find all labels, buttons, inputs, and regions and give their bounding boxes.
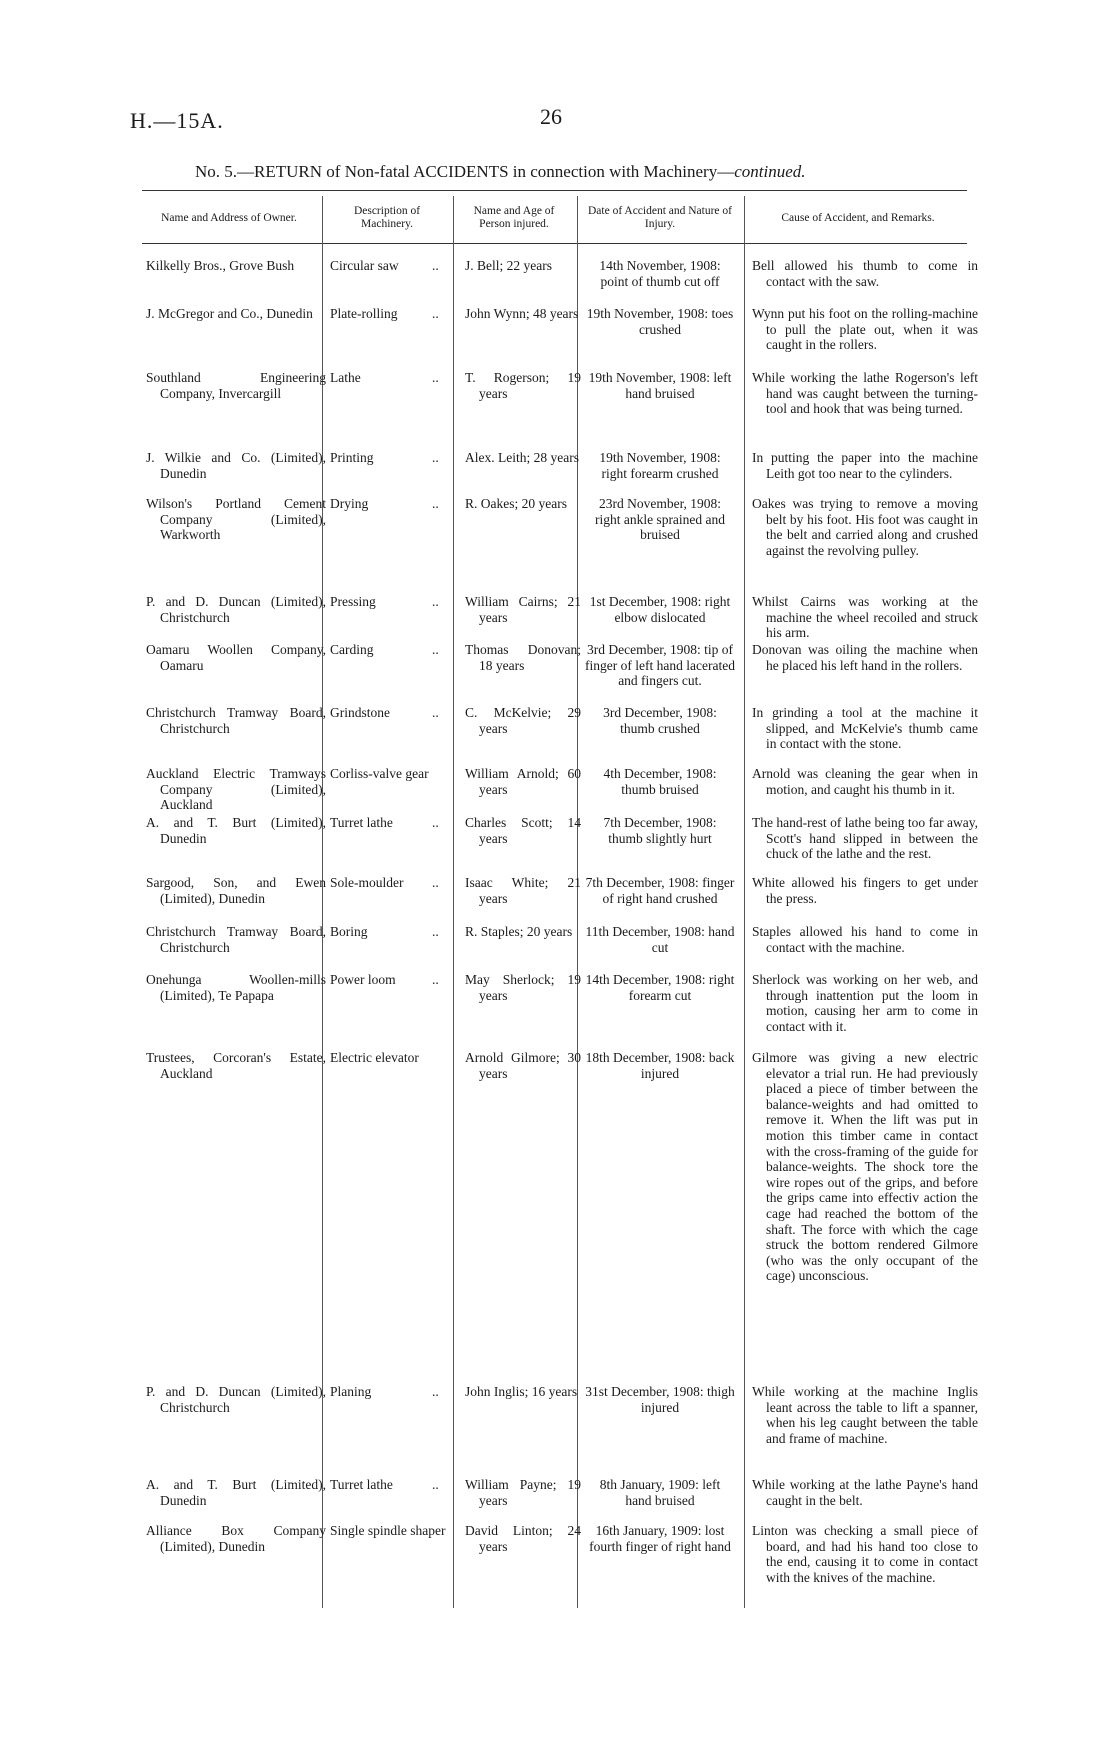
machinery-text: Plate-rolling — [330, 306, 398, 321]
cause-cell: In putting the paper into the machine Leith got too near to the cylinders. — [752, 450, 978, 481]
leader-dots: .. — [432, 924, 439, 939]
cause-cell: While working at the lathe Payne's hand caught in the belt. — [752, 1477, 978, 1508]
column-divider — [744, 196, 745, 1608]
machinery-text: Planing — [330, 1384, 372, 1399]
person-cell: Isaac White; 21 years — [465, 875, 581, 906]
machinery-cell — [330, 875, 446, 891]
machinery-text: Single spindle shaper — [330, 1523, 446, 1538]
machinery-cell — [330, 370, 446, 386]
date-cell: 19th November, 1908: left hand bruised — [588, 370, 732, 401]
machinery-text: Printing — [330, 450, 374, 465]
column-header-owner: Name and Address of Owner. — [161, 211, 297, 224]
owner-cell: Southland Engineering Company, Invercargill — [146, 370, 326, 401]
person-cell: William Payne; 19 years — [465, 1477, 581, 1508]
cause-cell: Bell allowed his thumb to come in contact with the saw. — [752, 258, 978, 289]
leader-dots: .. — [432, 306, 439, 321]
owner-cell: Christchurch Tramway Board, Christchurch — [146, 924, 326, 955]
cause-cell: Gilmore was giving a new electric elevator a trial run. He had previously placed a piece of timber between the balance-weights and had omitted to remove it. When the lift was put in motion this timber came in contact with the cross-framing of the guide for balance-weights. The shock tore the wire ropes out of the grips, and before the grips came into effectiv action the cage had reached the bottom of the shaft. The force with which the cage struck the bottom rendered Gilmore (who was the only occupant of the cage) unconscious. — [752, 1050, 978, 1284]
machinery-text: Drying — [330, 496, 369, 511]
leader-dots: .. — [432, 972, 439, 987]
date-cell: 11th December, 1908: hand cut — [585, 924, 735, 955]
owner-cell: P. and D. Duncan (Limited), Christchurch — [146, 1384, 326, 1415]
cause-cell: While working the lathe Rogerson's left hand was caught between the turning-tool and hook that was being turned. — [752, 370, 978, 417]
owner-cell: Christchurch Tramway Board, Christchurch — [146, 705, 326, 736]
machinery-cell — [330, 1384, 446, 1400]
date-cell: 8th January, 1909: left hand bruised — [599, 1477, 721, 1508]
person-cell: William Arnold; 60 years — [465, 766, 581, 797]
table-title-main: No. 5.—RETURN of Non-fatal ACCIDENTS in connection with Machinery— — [195, 162, 735, 181]
date-cell: 4th December, 1908: thumb bruised — [603, 766, 717, 797]
date-cell: 3rd December, 1908: tip of finger of left hand lacerated and fingers cut. — [585, 642, 735, 689]
date-cell: 1st December, 1908: right elbow dislocated — [589, 594, 731, 625]
machinery-text: Power loom — [330, 972, 396, 987]
date-cell: 18th December, 1908: back injured — [585, 1050, 735, 1081]
machinery-text: Carding — [330, 642, 374, 657]
machinery-cell — [330, 642, 446, 658]
page-number: 26 — [540, 104, 562, 129]
machinery-cell — [330, 815, 446, 831]
leader-dots: .. — [432, 1477, 439, 1492]
person-cell: J. Bell; 22 years — [465, 258, 552, 273]
leader-dots: .. — [432, 875, 439, 890]
leader-dots: .. — [432, 594, 439, 609]
person-cell: John Wynn; 48 years — [465, 306, 579, 321]
machinery-cell — [330, 972, 446, 988]
date-cell: 7th December, 1908: finger of right hand crushed — [585, 875, 735, 906]
machinery-cell — [330, 496, 446, 512]
owner-cell: J. Wilkie and Co. (Limited), Dunedin — [146, 450, 326, 481]
column-divider — [453, 196, 454, 1608]
machinery-cell — [330, 594, 446, 610]
person-cell: William Cairns; 21 years — [465, 594, 581, 625]
date-cell: 16th January, 1909: lost fourth finger of right hand — [589, 1523, 731, 1554]
cause-cell: Sherlock was working on her web, and through inattention put the loom in motion, causing her arm to come in contact with it. — [752, 972, 978, 1034]
machinery-cell — [330, 1523, 446, 1539]
cause-cell: Oakes was trying to remove a moving belt by his foot. His foot was caught in the belt and carried along and crushed against the revolving pulley. — [752, 496, 978, 558]
leader-dots: .. — [432, 258, 439, 273]
column-header-machinery: Description of Machinery. — [353, 205, 421, 230]
owner-cell: Wilson's Portland Cement Company (Limited), Warkworth — [146, 496, 326, 543]
column-header-cause: Cause of Accident, and Remarks. — [781, 211, 935, 224]
owner-cell: A. and T. Burt (Limited), Dunedin — [146, 815, 326, 846]
table-title — [195, 162, 806, 182]
person-cell: Alex. Leith; 28 years — [465, 450, 579, 465]
column-header-date: Date of Accident and Nature of Injury. — [587, 205, 732, 230]
column-header-person: Name and Age of Person injured. — [473, 205, 555, 230]
cause-cell: Arnold was cleaning the gear when in motion, and caught his thumb in it. — [752, 766, 978, 797]
machinery-cell — [330, 1050, 446, 1066]
owner-cell: Trustees, Corcoran's Estate, Auckland — [146, 1050, 326, 1081]
leader-dots: .. — [432, 815, 439, 830]
machinery-cell — [330, 1477, 446, 1493]
owner-cell: A. and T. Burt (Limited), Dunedin — [146, 1477, 326, 1508]
cause-cell: Donovan was oiling the machine when he placed his left hand in the rollers. — [752, 642, 978, 673]
owner-cell: Onehunga Woollen-mills (Limited), Te Papapa — [146, 972, 326, 1003]
leader-dots: .. — [432, 370, 439, 385]
cause-cell: Whilst Cairns was working at the machine the wheel recoiled and struck his arm. — [752, 594, 978, 641]
owner-cell: Alliance Box Company (Limited), Dunedin — [146, 1523, 326, 1554]
machinery-cell — [330, 450, 446, 466]
table-title-continued: continued. — [734, 162, 806, 181]
owner-cell: Oamaru Woollen Company, Oamaru — [146, 642, 326, 673]
cause-cell: In grinding a tool at the machine it slipped, and McKelvie's thumb came in contact with the stone. — [752, 705, 978, 752]
person-cell: Arnold Gilmore; 30 years — [465, 1050, 581, 1081]
person-cell: R. Oakes; 20 years — [465, 496, 567, 511]
machinery-cell — [330, 924, 446, 940]
owner-cell: J. McGregor and Co., Dunedin — [146, 306, 313, 321]
machinery-text: Circular saw — [330, 258, 399, 273]
owner-cell: Sargood, Son, and Ewen (Limited), Dunedin — [146, 875, 326, 906]
machinery-text: Grindstone — [330, 705, 390, 720]
leader-dots: .. — [432, 1384, 439, 1399]
cause-cell: The hand-rest of lathe being too far away, Scott's hand slipped in between the chuck of the lathe and the rest. — [752, 815, 978, 862]
person-cell: Thomas Donovan; 18 years — [465, 642, 581, 673]
header-bottom-rule — [142, 243, 967, 244]
date-cell: 23rd November, 1908: right ankle sprained and bruised — [594, 496, 726, 543]
cause-cell: Staples allowed his hand to come in contact with the machine. — [752, 924, 978, 955]
machinery-text: Pressing — [330, 594, 376, 609]
owner-cell: Kilkelly Bros., Grove Bush — [146, 258, 295, 273]
person-cell: Charles Scott; 14 years — [465, 815, 581, 846]
owner-cell: Auckland Electric Tramways Company (Limited), Auckland — [146, 766, 326, 813]
machinery-text: Turret lathe — [330, 815, 393, 830]
person-cell: David Linton; 24 years — [465, 1523, 581, 1554]
date-cell: 19th November, 1908: right forearm crushed — [599, 450, 721, 481]
leader-dots: .. — [432, 496, 439, 511]
machinery-text: Sole-moulder — [330, 875, 404, 890]
machinery-cell — [330, 306, 446, 322]
person-cell: R. Staples; 20 years — [465, 924, 573, 939]
machinery-cell — [330, 705, 446, 721]
person-cell: C. McKelvie; 29 years — [465, 705, 581, 736]
date-cell: 14th December, 1908: right forearm cut — [585, 972, 735, 1003]
cause-cell: White allowed his fingers to get under the press. — [752, 875, 978, 906]
machinery-text: Electric elevator — [330, 1050, 419, 1065]
date-cell: 31st December, 1908: thigh injured — [585, 1384, 735, 1415]
cause-cell: While working at the machine Inglis leant across the table to lift a spanner, when his leg caught between the table and frame of machine. — [752, 1384, 978, 1446]
machinery-text: Turret lathe — [330, 1477, 393, 1492]
person-cell: May Sherlock; 19 years — [465, 972, 581, 1003]
header-top-rule — [142, 190, 967, 191]
person-cell: T. Rogerson; 19 years — [465, 370, 581, 401]
date-cell: 7th December, 1908: thumb slightly hurt — [603, 815, 717, 846]
date-cell: 19th November, 1908: toes crushed — [586, 306, 734, 337]
machinery-text: Lathe — [330, 370, 361, 385]
machinery-cell — [330, 766, 446, 782]
owner-cell: P. and D. Duncan (Limited), Christchurch — [146, 594, 326, 625]
leader-dots: .. — [432, 705, 439, 720]
cause-cell: Wynn put his foot on the rolling-machine to pull the plate out, when it was caught in the rollers. — [752, 306, 978, 353]
date-cell: 3rd December, 1908: thumb crushed — [603, 705, 717, 736]
person-cell: John Inglis; 16 years — [465, 1384, 578, 1399]
page-reference: H.—15A. — [130, 108, 224, 133]
cause-cell: Linton was checking a small piece of board, and had his hand too close to the end, causing it to come in contact with the knives of the machine. — [752, 1523, 978, 1585]
machinery-text: Boring — [330, 924, 368, 939]
leader-dots: .. — [432, 642, 439, 657]
machinery-cell — [330, 258, 446, 274]
leader-dots: .. — [432, 450, 439, 465]
date-cell: 14th November, 1908: point of thumb cut off — [599, 258, 721, 289]
machinery-text: Corliss-valve gear — [330, 766, 429, 781]
